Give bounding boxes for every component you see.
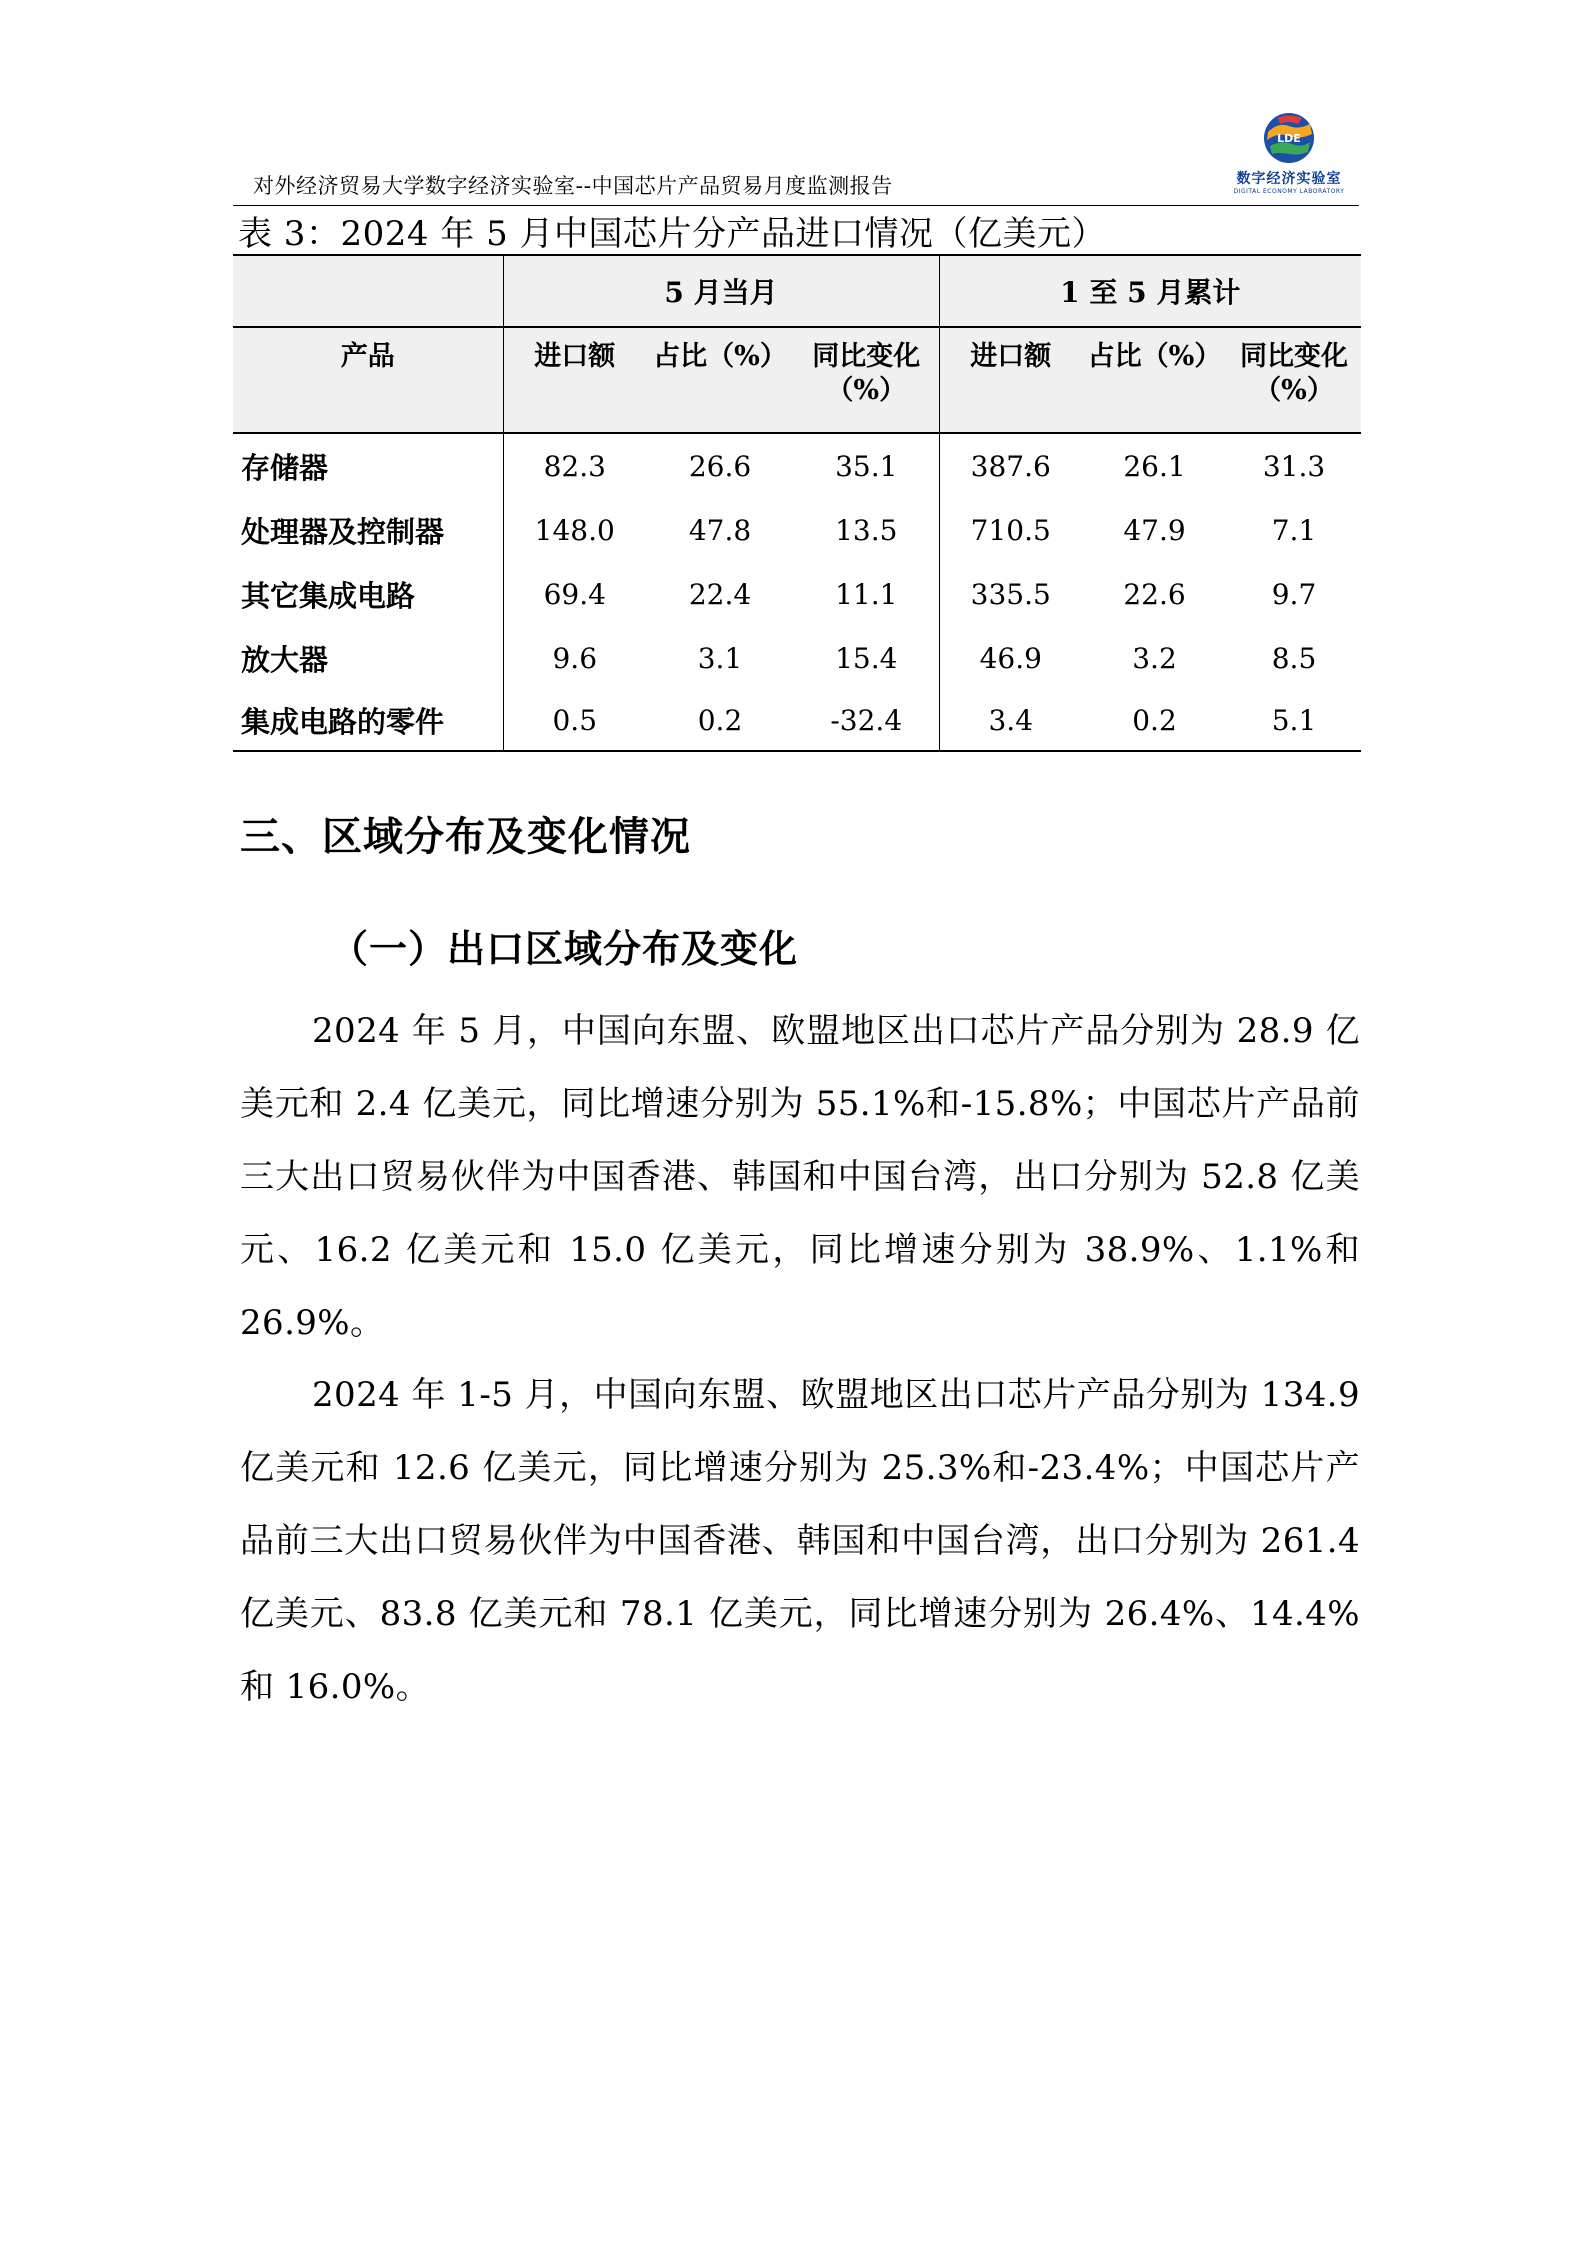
page-header [233, 110, 1359, 202]
row-product-name: 集成电路的零件 [233, 690, 503, 751]
cell-month-yoy: 11.1 [794, 562, 939, 626]
cell-month-yoy: -32.4 [794, 690, 939, 751]
subsection-heading: （一）出口区域分布及变化 [330, 927, 799, 971]
globe-logo-icon [1258, 110, 1320, 166]
cell-month-amount: 0.5 [503, 690, 646, 751]
cell-cum-yoy: 8.5 [1271, 641, 1317, 675]
table-row [233, 498, 1361, 562]
col-header-yoy-line2: （%） [826, 375, 907, 406]
col-header-amount: 进口额 [939, 327, 1082, 433]
logo-english-text: DIGITAL ECONOMY LABORATORY [1233, 188, 1345, 195]
col-header-amount: 进口额 [503, 327, 646, 433]
row-product-name: 处理器及控制器 [233, 498, 503, 562]
group-header-blank [233, 255, 503, 327]
cell-month-amount: 148.0 [534, 513, 615, 547]
table-column-header-row [233, 327, 1361, 433]
cell-cum-share: 26.1 [1123, 449, 1186, 483]
cell-cum-yoy: 7.1 [1271, 513, 1317, 547]
cell-month-amount: 82.3 [543, 449, 606, 483]
table-row [233, 690, 1361, 751]
paragraph-may: 2024 年 5 月，中国向东盟、欧盟地区出口芯片产品分别为 28.9 亿美元和 2.4 亿美元，同比增速分别为 55.1%和-15.8%；中国芯片产品前三大出口贸易伙伴为中国香港、韩国和中国台湾，出口分别为 52.8 亿美元、16.2 亿美元和 15.0 亿美元，同比增速分别为 38.9%、1.1%和 26.9%。 [240, 1011, 1360, 1343]
paragraph-jan-may: 2024 年 1-5 月，中国向东盟、欧盟地区出口芯片产品分别为 134.9 亿美元和 12.6 亿美元，同比增速分别为 25.3%和-23.4%；中国芯片产品前三大出口贸易伙伴为中国香港、韩国和中国台湾，出口分别为 261.4 亿美元、83.8 亿美元和 78.1 亿美元，同比增速分别为 26.4%、14.4%和 16.0%。 [240, 1375, 1360, 1707]
cell-cum-amount: 46.9 [979, 641, 1042, 675]
row-product-name: 存储器 [233, 433, 503, 498]
header-title: 对外经济贸易大学数字经济实验室--中国芯片产品贸易月度监测报告 [253, 174, 893, 198]
cell-month-share: 3.1 [697, 641, 743, 675]
cell-cum-amount: 710.5 [970, 513, 1051, 547]
import-table [233, 254, 1361, 752]
cell-cum-amount: 387.6 [970, 449, 1051, 483]
cell-cum-amount: 3.4 [939, 690, 1082, 751]
cell-month-share: 22.4 [688, 577, 752, 611]
cell-month-amount: 69.4 [543, 577, 606, 611]
cell-cum-share: 3.2 [1132, 641, 1177, 675]
cell-cum-yoy: 9.7 [1271, 577, 1317, 611]
col-header-product: 产品 [233, 327, 503, 433]
cell-cum-yoy: 5.1 [1227, 690, 1361, 751]
cell-month-share: 0.2 [646, 690, 794, 751]
col-header-yoy [1227, 327, 1361, 433]
logo-chinese-text: 数字经济实验室 [1236, 171, 1342, 187]
col-header-share: 占比（%） [646, 327, 794, 433]
cell-month-share: 47.8 [688, 513, 752, 547]
svg-text:LDE: LDE [1277, 132, 1301, 145]
lab-logo [1229, 110, 1349, 198]
cell-cum-share: 0.2 [1082, 690, 1227, 751]
section-heading: 三、区域分布及变化情况 [240, 814, 691, 860]
cell-month-amount: 9.6 [552, 641, 598, 675]
cell-cum-amount: 335.5 [970, 577, 1051, 611]
col-header-share: 占比（%） [1082, 327, 1227, 433]
cell-cum-share: 47.9 [1123, 513, 1186, 547]
table-row [233, 562, 1361, 626]
cell-month-yoy: 15.4 [794, 626, 939, 690]
cell-month-yoy: 13.5 [794, 498, 939, 562]
table-caption: 表 3：2024 年 5 月中国芯片分产品进口情况（亿美元） [238, 214, 1107, 254]
col-header-yoy-line1: 同比变化 [1240, 341, 1348, 372]
cell-month-yoy: 35.1 [794, 433, 939, 498]
table-row [233, 433, 1361, 498]
table-group-header-row [233, 255, 1361, 327]
col-header-yoy-line1: 同比变化 [812, 341, 921, 372]
group-header-may: 5 月当月 [503, 255, 939, 327]
row-product-name: 其它集成电路 [233, 562, 503, 626]
group-header-cumulative: 1 至 5 月累计 [939, 255, 1361, 327]
row-product-name: 放大器 [233, 626, 503, 690]
table-row [233, 626, 1361, 690]
cell-month-share: 26.6 [688, 449, 752, 483]
col-header-yoy-line2: （%） [1254, 375, 1334, 406]
cell-cum-share: 22.6 [1123, 577, 1186, 611]
cell-cum-yoy: 31.3 [1262, 449, 1326, 483]
col-header-yoy [794, 327, 939, 433]
